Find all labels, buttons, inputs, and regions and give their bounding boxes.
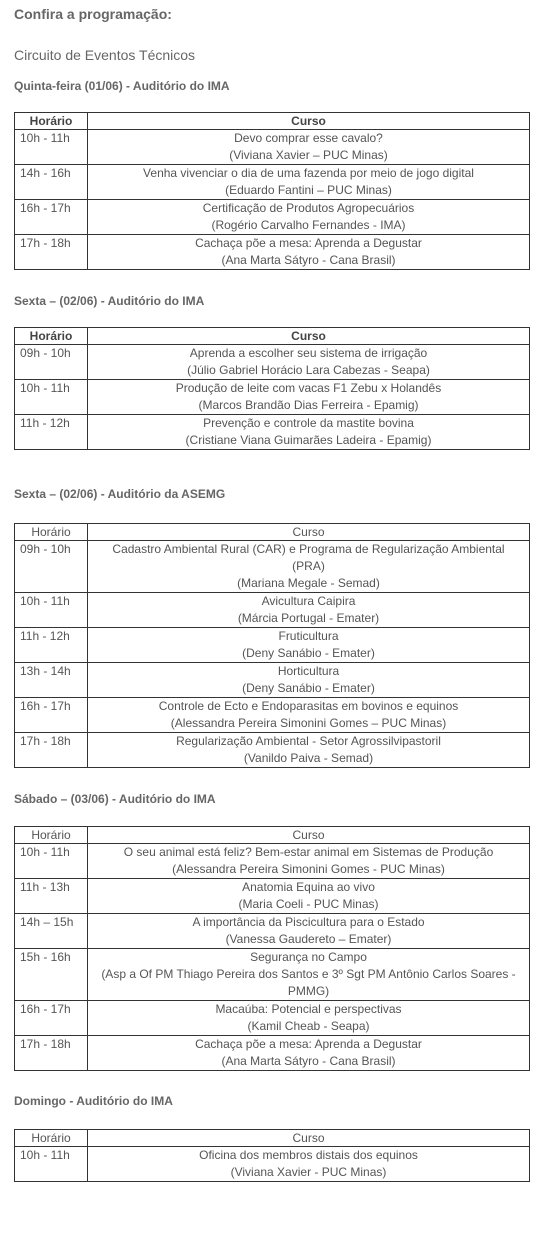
column-header-time: Horário xyxy=(15,113,88,130)
table-row xyxy=(15,663,530,698)
course-title: Oficina dos membros distais dos equinos xyxy=(199,1148,418,1162)
course-title: Controle de Ecto e Endoparasitas em bovinos e equinos xyxy=(158,699,459,713)
course-cell xyxy=(88,345,530,380)
course-title: Macaúba: Potencial e perspectivas xyxy=(215,1002,402,1016)
course-speaker: (Alessandra Pereira Simonini Gomes - PUC Minas) xyxy=(172,862,445,876)
table-row xyxy=(15,415,530,450)
schedule-table xyxy=(14,826,530,1071)
time-cell: 15h - 16h xyxy=(15,949,88,1001)
table-header-row xyxy=(15,113,530,130)
table-row xyxy=(15,1001,530,1036)
table-row xyxy=(15,1147,530,1182)
time-cell: 13h - 14h xyxy=(15,663,88,698)
time-cell: 17h - 18h xyxy=(15,733,88,768)
course-speaker: (Ana Marta Sátyro - Cana Brasil) xyxy=(221,1054,396,1068)
table-row xyxy=(15,380,530,415)
course-title: Anatomia Equina ao vivo xyxy=(242,880,375,894)
course-cell xyxy=(88,235,530,270)
table-header-row xyxy=(15,524,530,541)
course-speaker: (Viviana Xavier - PUC Minas) xyxy=(230,1165,387,1179)
table-header-row xyxy=(15,328,530,345)
page-title: Confira a programação: xyxy=(14,6,172,22)
column-header-course: Curso xyxy=(88,113,530,130)
course-title: Venha vivenciar o dia de uma fazenda por meio de jogo digital xyxy=(143,166,474,180)
course-speaker: (Marcos Brandão Dias Ferreira - Epamig) xyxy=(198,398,419,412)
course-cell xyxy=(88,733,530,768)
course-title: Cachaça põe a mesa: Aprenda a Degustar xyxy=(195,236,422,250)
column-header-course: Curso xyxy=(88,827,530,844)
time-cell: 10h - 11h xyxy=(15,1147,88,1182)
course-speaker: (Kamil Cheab - Seapa) xyxy=(247,1019,370,1033)
table-row xyxy=(15,593,530,628)
course-speaker: (Asp a Of PM Thiago Pereira dos Santos e 3º Sgt PM Antônio Carlos Soares - xyxy=(101,967,516,981)
time-cell: 14h – 15h xyxy=(15,914,88,949)
course-title: Aprenda a escolher seu sistema de irrigação xyxy=(189,346,428,360)
column-header-course: Curso xyxy=(88,328,530,345)
course-speaker: (Vanildo Paiva - Semad) xyxy=(243,751,374,765)
table-row xyxy=(15,733,530,768)
course-cell xyxy=(88,1147,530,1182)
table-row xyxy=(15,914,530,949)
course-title: Cadastro Ambiental Rural (CAR) e Programa de Regularização Ambiental xyxy=(112,542,505,556)
course-cell xyxy=(88,415,530,450)
time-cell: 16h - 17h xyxy=(15,1001,88,1036)
table-row xyxy=(15,130,530,165)
time-cell: 10h - 11h xyxy=(15,130,88,165)
day-heading: Sábado – (03/06) - Auditório do IMA xyxy=(14,792,216,806)
course-title: Horticultura xyxy=(277,664,340,678)
column-header-time: Horário xyxy=(15,1130,88,1147)
time-cell: 10h - 11h xyxy=(15,593,88,628)
course-cell xyxy=(88,200,530,235)
time-cell: 17h - 18h xyxy=(15,235,88,270)
schedule-table xyxy=(14,327,530,450)
time-cell: 11h - 12h xyxy=(15,415,88,450)
course-cell xyxy=(88,698,530,733)
course-title: O seu animal está feliz? Bem-estar animal em Sistemas de Produção xyxy=(123,845,494,859)
course-cell xyxy=(88,628,530,663)
course-speaker: (Vanessa Gaudereto – Emater) xyxy=(225,932,392,946)
course-cell xyxy=(88,541,530,593)
course-speaker: (Júlio Gabriel Horácio Lara Cabezas - Seapa) xyxy=(187,363,430,377)
column-header-time: Horário xyxy=(15,827,88,844)
time-cell: 17h - 18h xyxy=(15,1036,88,1071)
table-row xyxy=(15,235,530,270)
time-cell: 11h - 12h xyxy=(15,628,88,663)
time-cell: 16h - 17h xyxy=(15,698,88,733)
course-speaker: PMMG) xyxy=(287,984,330,998)
course-speaker: (Rogério Carvalho Fernandes - IMA) xyxy=(211,218,406,232)
course-title: Devo comprar esse cavalo? xyxy=(234,131,383,145)
course-cell xyxy=(88,879,530,914)
course-title: Certificação de Produtos Agropecuários xyxy=(202,201,415,215)
time-cell: 10h - 11h xyxy=(15,844,88,879)
course-cell xyxy=(88,844,530,879)
course-title: Regularização Ambiental - Setor Agrossilvipastoril xyxy=(176,734,441,748)
table-header-row xyxy=(15,1130,530,1147)
table-row xyxy=(15,200,530,235)
column-header-course: Curso xyxy=(88,524,530,541)
course-cell xyxy=(88,1001,530,1036)
day-heading: Sexta – (02/06) - Auditório do IMA xyxy=(14,294,205,308)
day-heading: Sexta – (02/06) - Auditório da ASEMG xyxy=(14,487,226,501)
time-cell: 10h - 11h xyxy=(15,380,88,415)
course-speaker: (Mariana Megale - Semad) xyxy=(237,576,380,590)
table-row xyxy=(15,165,530,200)
table-row xyxy=(15,844,530,879)
day-heading: Domingo - Auditório do IMA xyxy=(14,1094,173,1108)
course-cell xyxy=(88,663,530,698)
schedule-table xyxy=(14,523,530,768)
table-row xyxy=(15,698,530,733)
course-cell xyxy=(88,165,530,200)
course-cell xyxy=(88,130,530,165)
course-cell xyxy=(88,593,530,628)
course-title: Cachaça põe a mesa: Aprenda a Degustar xyxy=(195,1037,422,1051)
course-speaker: (Viviana Xavier – PUC Minas) xyxy=(229,148,388,162)
course-cell xyxy=(88,914,530,949)
course-title: A importância da Piscicultura para o Estado xyxy=(192,915,425,929)
course-title: Avicultura Caipira xyxy=(261,594,356,608)
table-row xyxy=(15,879,530,914)
schedule-table xyxy=(14,112,530,270)
table-row xyxy=(15,1036,530,1071)
table-header-row xyxy=(15,827,530,844)
course-title: Produção de leite com vacas F1 Zebu x Holandês xyxy=(175,381,442,395)
column-header-course: Curso xyxy=(88,1130,530,1147)
course-speaker: (Ana Marta Sátyro - Cana Brasil) xyxy=(221,253,396,267)
course-title: Fruticultura xyxy=(278,629,339,643)
time-cell: 14h - 16h xyxy=(15,165,88,200)
course-speaker: (PRA) xyxy=(292,559,325,573)
course-speaker: (Alessandra Pereira Simonini Gomes – PUC Minas) xyxy=(170,716,447,730)
time-cell: 09h - 10h xyxy=(15,541,88,593)
course-speaker: (Cristiane Viana Guimarães Ladeira - Epamig) xyxy=(185,433,432,447)
course-cell xyxy=(88,380,530,415)
course-cell xyxy=(88,1036,530,1071)
course-cell xyxy=(88,949,530,1001)
course-speaker: (Maria Coeli - PUC Minas) xyxy=(238,897,379,911)
course-title: Segurança no Campo xyxy=(250,950,367,964)
table-row xyxy=(15,345,530,380)
table-row xyxy=(15,541,530,593)
time-cell: 16h - 17h xyxy=(15,200,88,235)
schedule-table xyxy=(14,1129,530,1182)
day-heading: Quinta-feira (01/06) - Auditório do IMA xyxy=(14,79,230,93)
table-row xyxy=(15,949,530,1001)
time-cell: 09h - 10h xyxy=(15,345,88,380)
column-header-time: Horário xyxy=(15,328,88,345)
schedule-sections xyxy=(14,78,532,1182)
time-cell: 11h - 13h xyxy=(15,879,88,914)
course-title: Prevenção e controle da mastite bovina xyxy=(203,416,414,430)
course-speaker: (Eduardo Fantini – PUC Minas) xyxy=(225,183,392,197)
column-header-time: Horário xyxy=(15,524,88,541)
course-speaker: (Deny Sanábio - Emater) xyxy=(242,681,375,695)
table-row xyxy=(15,628,530,663)
course-speaker: (Márcia Portugal - Emater) xyxy=(237,611,380,625)
course-speaker: (Deny Sanábio - Emater) xyxy=(242,646,375,660)
page-subtitle: Circuito de Eventos Técnicos xyxy=(14,47,196,63)
